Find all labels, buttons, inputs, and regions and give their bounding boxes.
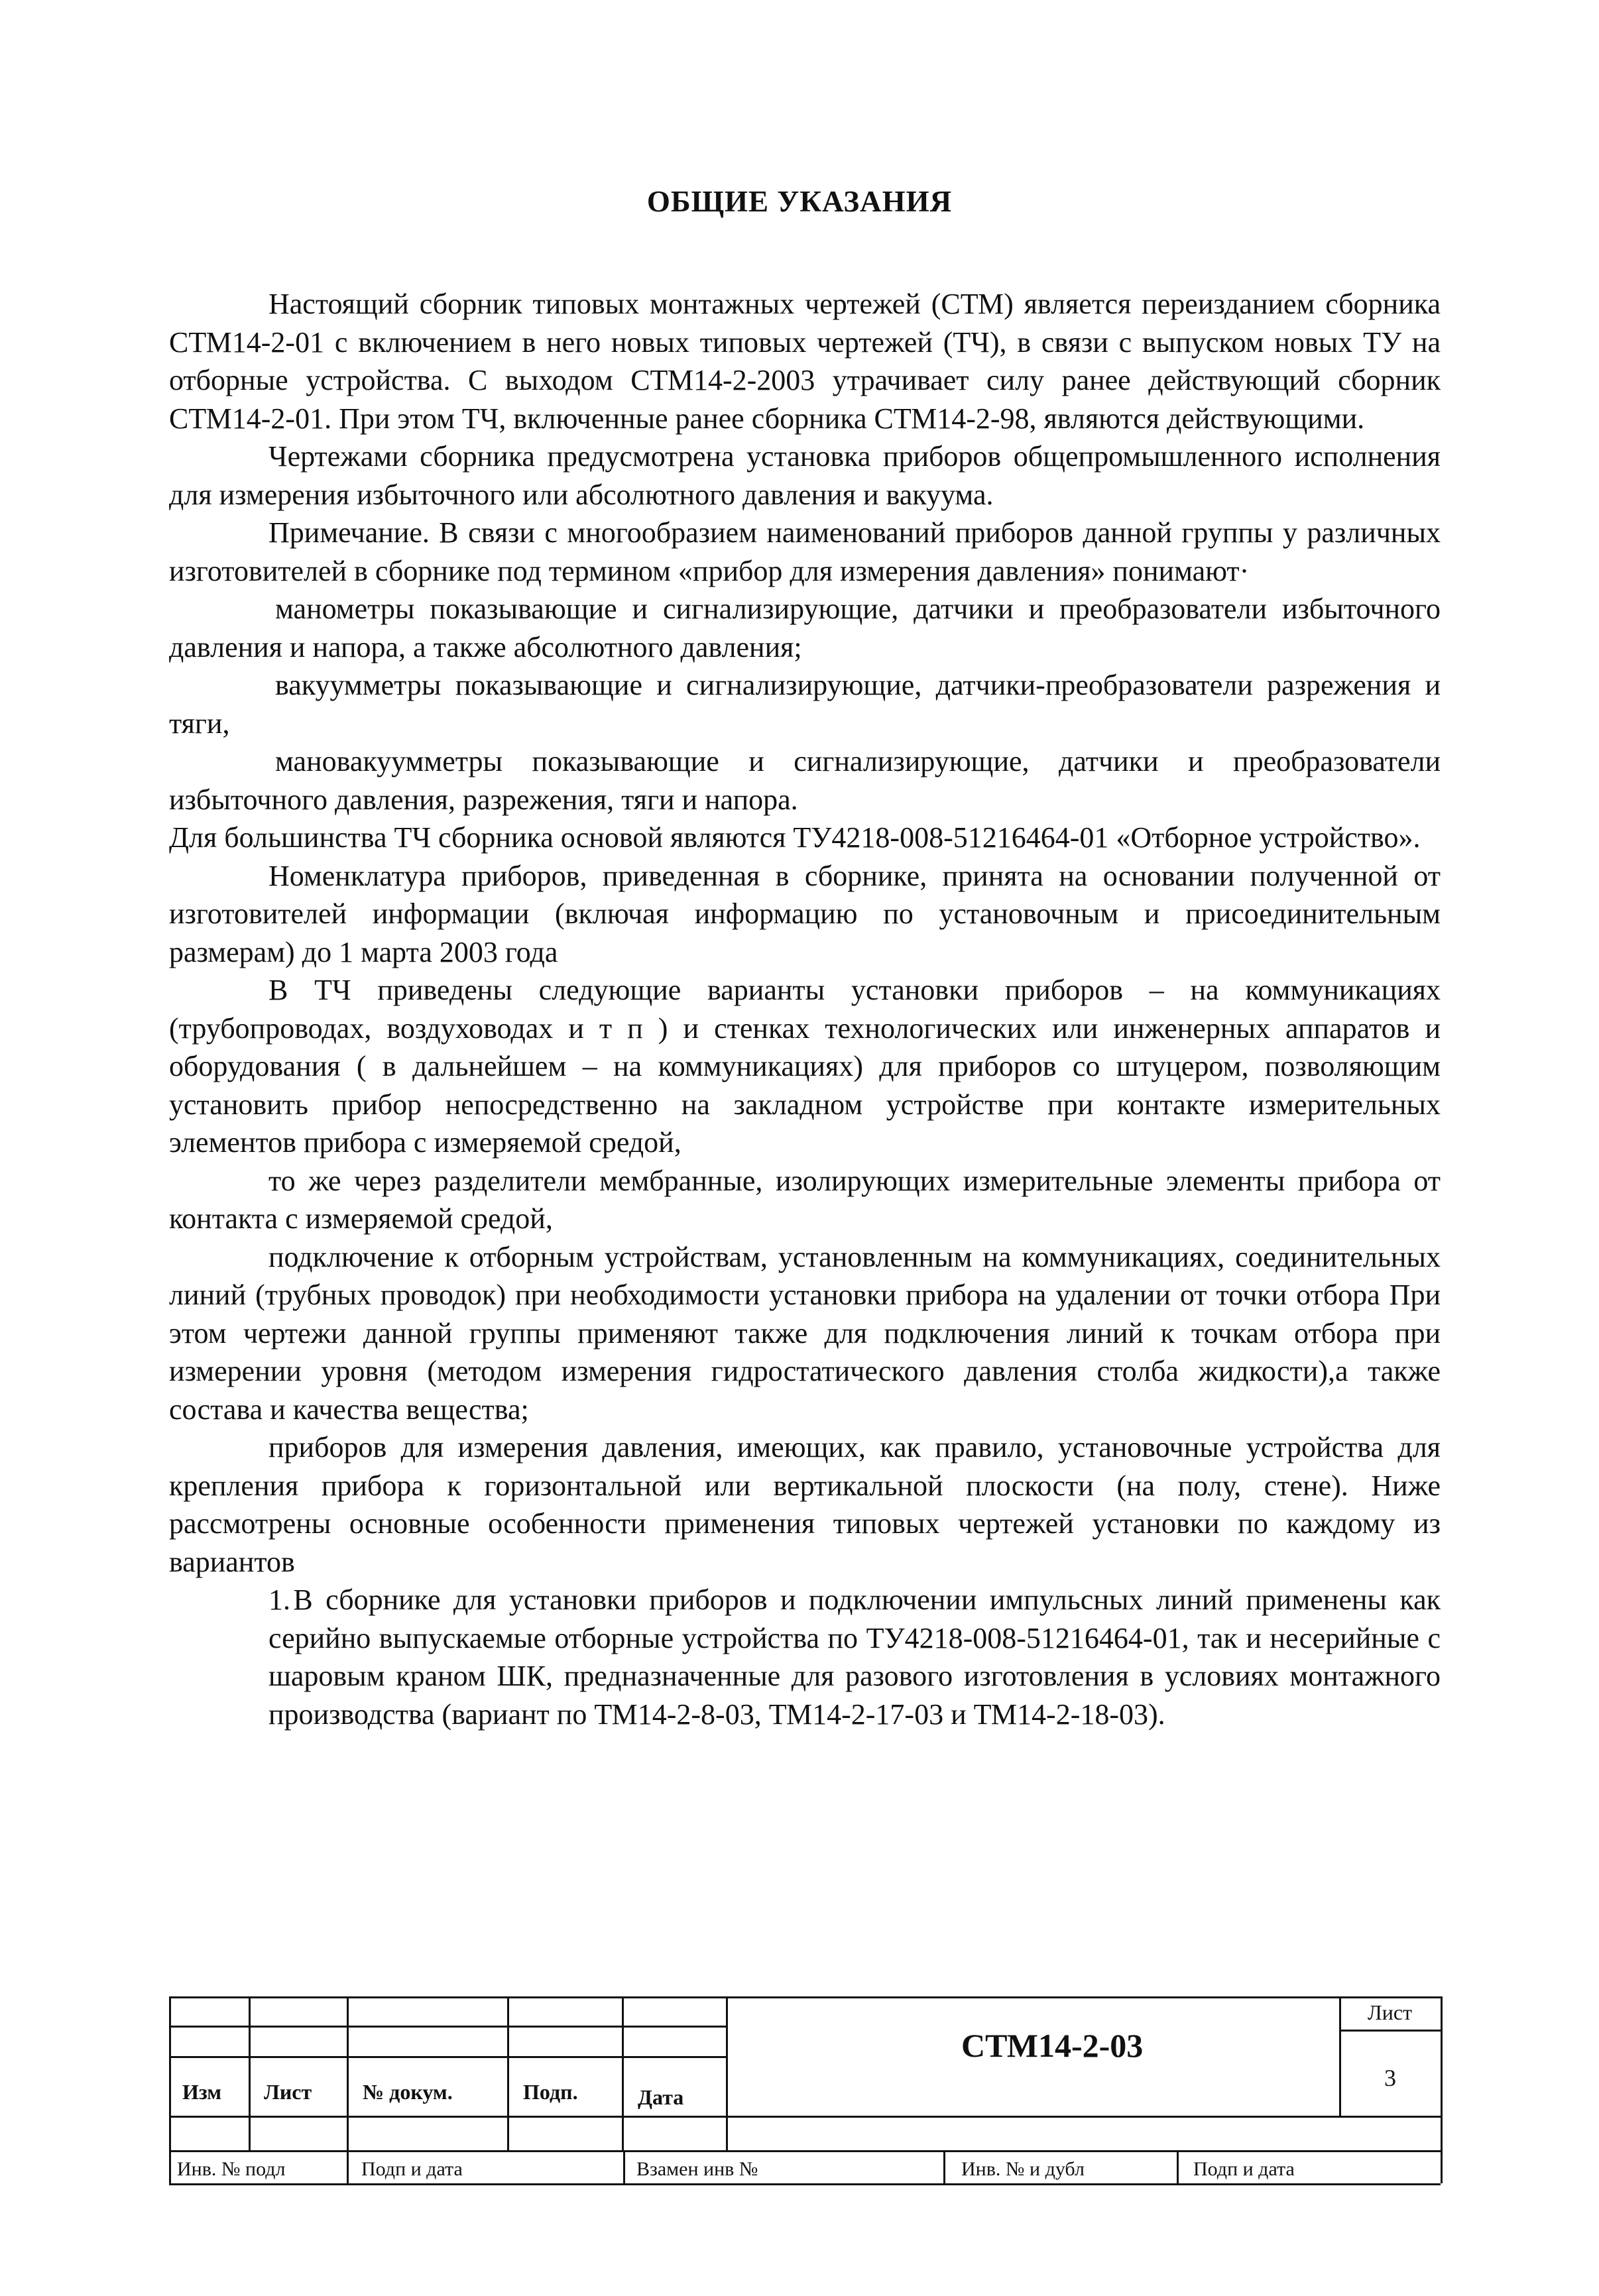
- stamp-col-izm: Изм: [182, 2080, 222, 2104]
- paragraph: мановакуумметры показывающие и сигнализирующие, датчики и преобразователи избыточного давления, разрежения, тяги и напора.: [169, 745, 1441, 816]
- stamp-line: [169, 2026, 726, 2028]
- paragraph: Для большинства ТЧ сборника основой являются ТУ4218-008-51216464-01 «Отборное устройство».: [169, 821, 1421, 854]
- paragraph: Чертежами сборника предусмотрена установка приборов общепромышленного исполнения для измерения избыточного или абсолютного давления и вакуума.: [169, 440, 1441, 511]
- podp-data-label: Подп и дата: [361, 2158, 463, 2180]
- stamp-line: [169, 2183, 1441, 2185]
- stamp-line: [507, 1996, 509, 2150]
- stamp-col-list: Лист: [264, 2080, 312, 2104]
- stamp-line: [347, 2150, 349, 2183]
- stamp-col-podp: Подп.: [523, 2080, 578, 2104]
- stamp-line: [623, 2150, 625, 2183]
- stamp-line: [1177, 2150, 1179, 2183]
- paragraph: В ТЧ приведены следующие варианты установки приборов – на коммуникациях (трубопроводах, воздуховодах и т п ) и стенках технологических или инженерных аппаратов и оборудования ( в дальнейшем – на коммуникациях) для приборов со штуцером, позволяющим установить прибор непосредственно на закладном устройстве при контакте измерительных элементов прибора с измеряемой средой,: [169, 974, 1441, 1159]
- stamp-line: [169, 2116, 1441, 2118]
- list-item-text: В сборнике для установки приборов и подключении импульсных линий применены как серийно выпускаемые отборные устройства по ТУ4218-008-51216464-01, так и несерийные с шаровым краном ШК, предназначенные для разового изготовления в условиях монтажного производства (вариант по ТМ14-2-8-03, ТМ14-2-17-03 и ТМ14-2-18-03).: [268, 1583, 1441, 1731]
- podp-data-label: Подп и дата: [1193, 2158, 1295, 2180]
- note-paragraph: Примечание. В связи с многообразием наименований приборов данной группы у различных изготовителей в сборнике под термином «прибор для измерения давления» понимают·: [169, 516, 1441, 587]
- inv-podl-label: Инв. № подл: [177, 2158, 286, 2180]
- paragraph: подключение к отборным устройствам, установленным на коммуникациях, соединительных линий (трубных проводок) при необходимости установки прибора на удалении от точки отбора При этом чертежи данной группы применяют также для подключения линий к точкам отбора при измерении уровня (методом измерения гидростатического давления столба жидкости),а также состава и качества вещества;: [169, 1240, 1441, 1426]
- stamp-line: [1342, 1996, 1441, 1998]
- stamp-line: [622, 1996, 624, 2150]
- inv-dubl-label: Инв. № и дубл: [961, 2158, 1085, 2180]
- paragraph: Настоящий сборник типовых монтажных чертежей (СТМ) является переизданием сборника СТМ14-2-01 с включением в него новых типовых чертежей (ТЧ), в связи с выпуском новых ТУ на отборные устройства. С выходом СТМ14-2-2003 утрачивает силу ранее действующий сборник СТМ14-2-01. При этом ТЧ, включенные ранее сборника СТМ14-2-98, являются действующими.: [169, 288, 1441, 435]
- stamp-line: [1441, 1996, 1443, 2183]
- paragraph: приборов для измерения давления, имеющих, как правило, установочные устройства для крепления прибора к горизонтальной или вертикальной плоскости (на полу, стене). Ниже рассмотрены основные особенности применения типовых чертежей установки по каждому из вариантов: [169, 1431, 1441, 1578]
- stamp-line: [1339, 1996, 1341, 2116]
- stamp-line: [169, 1996, 171, 2183]
- stamp-border-top: [169, 1996, 1441, 1998]
- stamp-line: [726, 1996, 728, 2150]
- list-number: 1.: [268, 1583, 290, 1616]
- stamp-line: [249, 1996, 251, 2150]
- stamp-col-dokum: № докум.: [363, 2080, 453, 2104]
- paragraph: вакуумметры показывающие и сигнализирующие, датчики-преобразователи разрежения и тяги,: [169, 669, 1441, 740]
- stamp-line: [347, 1996, 349, 2150]
- title-block: [169, 1996, 1441, 2209]
- stamp-line: [1339, 2030, 1441, 2032]
- stamp-line: [169, 2150, 1441, 2152]
- stamp-line: [169, 2056, 726, 2058]
- sheet-label: Лист: [1368, 2000, 1413, 2024]
- sheet-number: 3: [1384, 2065, 1396, 2091]
- paragraph: Номенклатура приборов, приведенная в сборнике, принята на основании полученной от изготовителей информации (включая информацию по установочным и присоединительным размерам) до 1 марта 2003 года: [169, 859, 1441, 968]
- list-item: [169, 1581, 1441, 1733]
- page-title: ОБЩИЕ УКАЗАНИЯ: [646, 185, 953, 218]
- paragraph: манометры показывающие и сигнализирующие, датчики и преобразователи избыточного давления и напора, а также абсолютного давления;: [169, 593, 1441, 663]
- stamp-line: [943, 2150, 945, 2183]
- stamp-col-data: Дата: [638, 2085, 684, 2109]
- document-body: [169, 285, 1441, 1733]
- paragraph: то же через разделители мембранные, изолирующих измерительные элементы прибора от контакта с измеряемой средой,: [169, 1164, 1441, 1235]
- document-code: СТМ14-2-03: [961, 2027, 1144, 2064]
- vzamen-label: Взамен инв №: [636, 2158, 758, 2180]
